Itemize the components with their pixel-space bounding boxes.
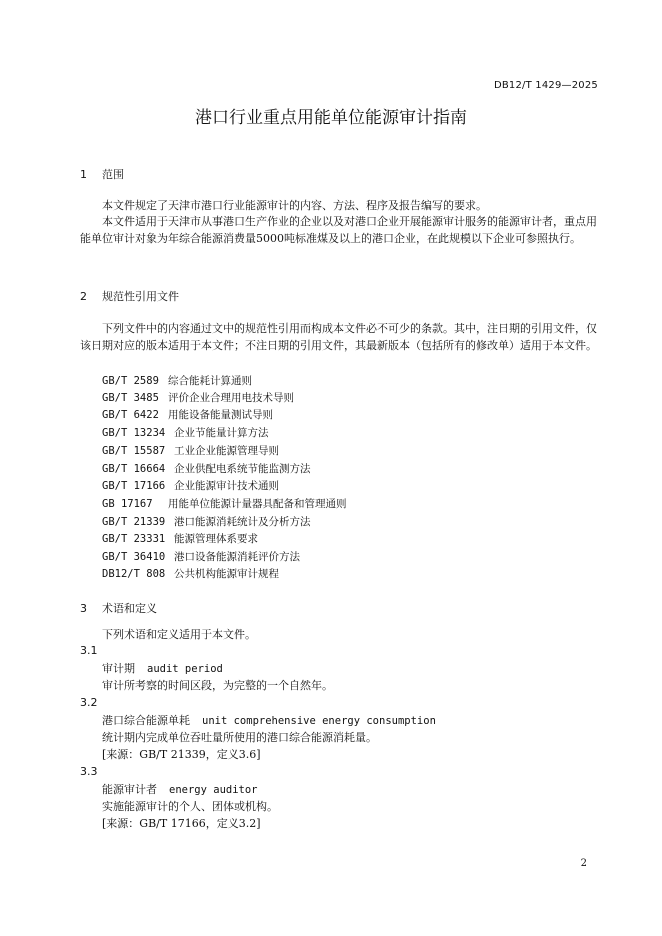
section-title: 术语和定义 (102, 602, 157, 615)
reference-code: GB/T 6422 (102, 409, 159, 421)
paragraph: 本文件规定了天津市港口行业能源审计的内容、方法、程序及报告编写的要求。 (102, 199, 487, 212)
term-zh: 港口综合能源单耗 (102, 714, 190, 727)
reference-code: GB/T 36410 (102, 551, 166, 563)
reference-name: 评价企业合理用电技术导则 (168, 392, 294, 404)
reference-item (102, 531, 258, 546)
reference-code: GB/T 3485 (102, 392, 159, 404)
reference-name: 工业企业能源管理导则 (174, 445, 279, 457)
term-definition: 统计期内完成单位吞吐量所使用的港口综合能源消耗量。 (102, 731, 377, 744)
reference-name: 用能设备能量测试导则 (168, 409, 273, 421)
reference-name: 能源管理体系要求 (174, 533, 258, 545)
section-heading-1 (80, 166, 124, 182)
section-title: 规范性引用文件 (102, 290, 179, 303)
term-en: audit period (147, 663, 223, 675)
reference-code: GB/T 16664 (102, 463, 166, 475)
reference-item (102, 514, 311, 529)
reference-item (102, 461, 311, 476)
reference-item (102, 443, 279, 458)
reference-item (102, 496, 347, 511)
reference-item (102, 478, 279, 493)
reference-name: 公共机构能源审计规程 (174, 568, 279, 580)
section-intro: 下列术语和定义适用于本文件。 (102, 628, 256, 641)
reference-code: GB/T 23331 (102, 533, 166, 545)
section-heading-2 (80, 288, 179, 304)
term-zh: 能源审计者 (102, 783, 157, 796)
reference-code: GB/T 21339 (102, 516, 166, 528)
reference-code: GB/T 13234 (102, 427, 166, 439)
term-definition: 审计所考察的时间区段，为完整的一个自然年。 (102, 679, 333, 692)
section-title: 范围 (102, 168, 124, 181)
reference-code: GB/T 17166 (102, 480, 166, 492)
reference-name: 港口设备能源消耗评价方法 (174, 551, 300, 563)
term-zh: 审计期 (102, 662, 135, 675)
reference-item (102, 407, 273, 422)
reference-name: 综合能耗计算通则 (168, 375, 252, 387)
page-number: 2 (580, 858, 587, 869)
term-entry (102, 712, 436, 728)
document-title: 港口行业重点用能单位能源审计指南 (195, 108, 467, 128)
section-number: 3 (80, 602, 87, 615)
reference-item (102, 566, 279, 581)
term-source: [来源：GB/T 17166，定义3.2] (102, 817, 261, 830)
term-number: 3.1 (80, 644, 98, 657)
term-number: 3.3 (80, 765, 98, 778)
reference-name: 企业供配电系统节能监测方法 (174, 463, 311, 475)
reference-name: 企业节能量计算方法 (174, 427, 269, 439)
reference-code: DB12/T 808 (102, 568, 166, 580)
term-number: 3.2 (80, 696, 98, 709)
section-number: 2 (80, 290, 87, 303)
term-entry (102, 781, 258, 797)
reference-item (102, 390, 294, 405)
reference-code: GB/T 2589 (102, 375, 159, 387)
reference-item (102, 373, 252, 388)
document-number: DB12/T 1429—2025 (493, 80, 598, 91)
term-entry (102, 660, 223, 676)
paragraph: 下列文件中的内容通过文中的规范性引用而构成本文件必不可少的条款。其中，注日期的引用文件，仅该日期对应的版本适用于本文件；不注日期的引用文件，其最新版本（包括所有的修改单）适用于本文件。 (80, 322, 597, 352)
reference-item (102, 549, 300, 564)
reference-code: GB 17167 (102, 498, 153, 510)
reference-name: 港口能源消耗统计及分析方法 (174, 516, 311, 528)
term-en: energy auditor (169, 784, 258, 796)
term-source: [来源：GB/T 21339，定义3.6] (102, 748, 261, 761)
term-definition: 实施能源审计的个人、团体或机构。 (102, 800, 278, 813)
reference-name: 企业能源审计技术通则 (174, 480, 279, 492)
section-number: 1 (80, 168, 87, 181)
term-en: unit comprehensive energy consumption (202, 715, 436, 727)
reference-item (102, 425, 269, 440)
paragraph: 本文件适用于天津市从事港口生产作业的企业以及对港口企业开展能源审计服务的能源审计者，重点用能单位审计对象为年综合能源消费量5000吨标准煤及以上的港口企业，在此规模以下企业可参照执行。 (80, 215, 597, 245)
reference-name: 用能单位能源计量器具配备和管理通则 (168, 498, 347, 510)
reference-code: GB/T 15587 (102, 445, 166, 457)
section-heading-3 (80, 600, 157, 616)
